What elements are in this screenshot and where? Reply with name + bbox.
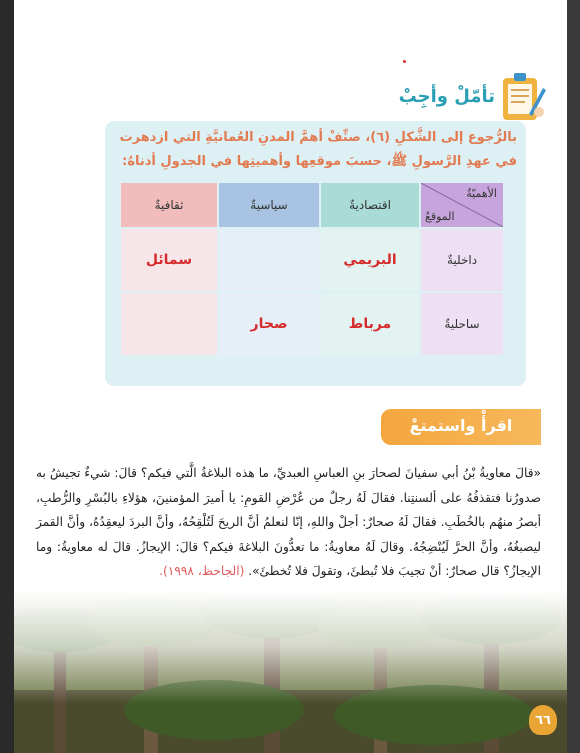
section-title-reflect: تأمّلْ وأجِبْ (398, 86, 495, 107)
palm-grove-photo (14, 590, 567, 753)
table-cell: صحار (219, 293, 319, 355)
table-cell: مرباط (321, 293, 419, 355)
table-header-political: سياسيةٌ (219, 183, 319, 227)
textbook-page (14, 0, 567, 753)
corner-label-importance: الأهميّةُ (466, 187, 497, 200)
passage-reference: (الجاحظ، ١٩٩٨). (159, 564, 245, 579)
activity-instruction: بالرُّجوع إلى الشَّكلِ (٦)، صنِّفْ أهمَّ المدنِ العُمانيَّةِ التي ازدهرت في عهدِ الرَّسولِ ﷺ، حسبَ موقعِها وأهميتِها في الجدولِ أدناهُ: (119, 130, 517, 169)
passage-text: «قالَ معاويةُ بْنُ أبي سفيانَ لصحارَ بنِ العباسِ العبديِّ، ما هذه البلاغةُ الَّتي فيكم؟ قالَ: شيءٌ تجيشُ به صدورُنا فتقذفُهُ على ألسنتِنا. فقالَ لَهُ رجلٌ من عُرْضِ القومِ: يا أميرَ المؤمنينَ، هؤلاءِ بالبُسْرِ والرُّطبِ، أبصرُ منهُم بالخُطَبِ. فقالَ لَهُ صحارٌ: أجلْ واللهِ، إنّا لنعلمُ أنَّ الريحَ لَتُلْقِحُهُ، وأنَّ البردَ ليعقِدُهُ، وأنَّ القمرَ ليصبغُهُ، وأنَّ الحرَّ لَيُنْضِجُهُ. وقالَ لَهُ معاويةُ: ما تعدُّونَ البلاغةَ فيكم؟ قالَ: الإيجازُ. قالَ له معاويةُ: وما الإيجازُ؟ قال صحارٌ: أنْ تجيبَ فلا تُبطئَ، وتقولَ فلا تُخطئَ». (36, 466, 541, 579)
red-dot-mark (403, 60, 406, 63)
right-edge-strip (567, 0, 580, 753)
page-number-badge (529, 705, 557, 735)
classification-table (121, 183, 503, 355)
table-cell (121, 293, 217, 355)
table-cell (219, 229, 319, 291)
table-header-culture: ثقافيةٌ (121, 183, 217, 227)
corner-label-location: الموقعُ (425, 210, 455, 223)
section-title-read-enjoy: اقرأْ واستمتعْ (409, 416, 513, 435)
table-corner-header (421, 183, 503, 227)
section-banner-read-enjoy (381, 409, 541, 445)
table-cell: سمائل (121, 229, 217, 291)
table-cell: البريمي (321, 229, 419, 291)
table-row-label: داخليةٌ (421, 229, 503, 291)
reading-passage (36, 461, 541, 584)
writing-activity-icon (499, 68, 547, 124)
table-header-economic: اقتصاديةٌ (321, 183, 419, 227)
table-row-label: ساحليةٌ (421, 293, 503, 355)
page-number: ٦٦ (535, 712, 551, 728)
